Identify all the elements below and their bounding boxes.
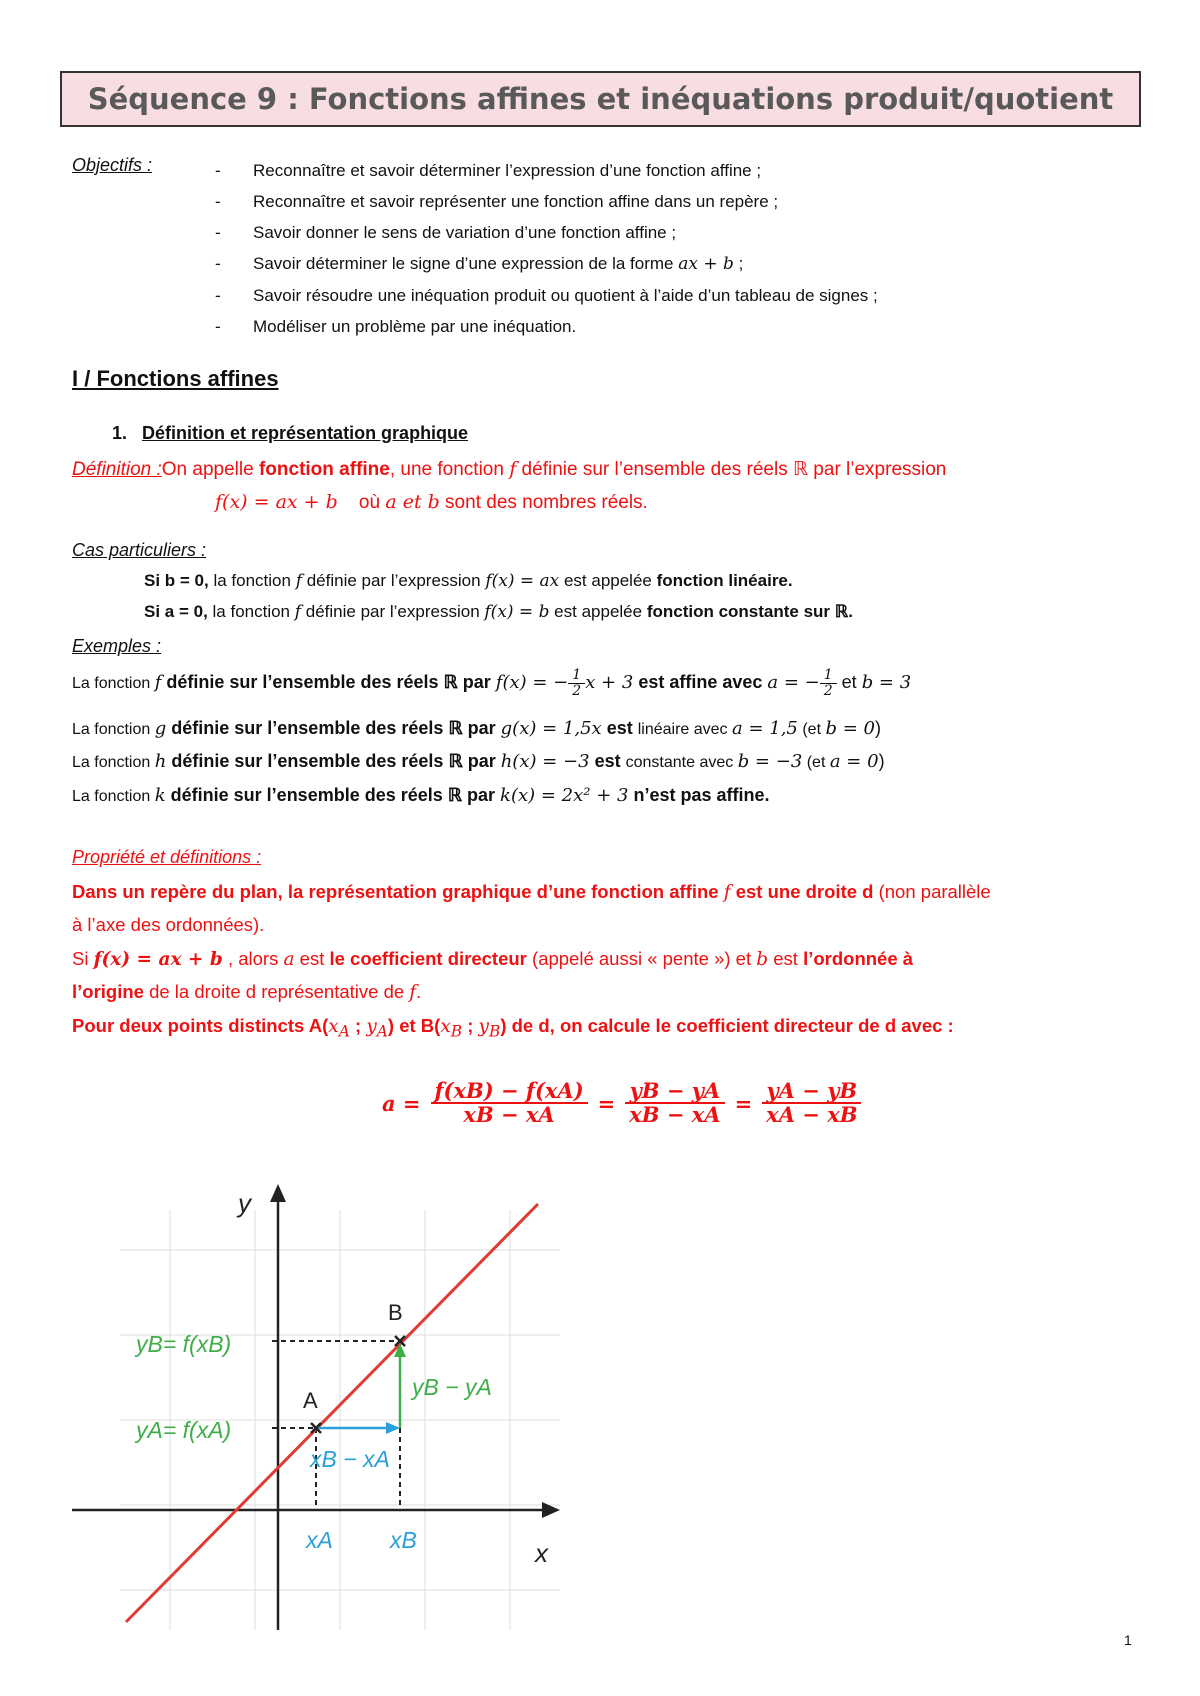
- point-a-label: A: [303, 1388, 318, 1413]
- definition-line2: f(x) = ax + b où a et b sont des nombres réels.: [215, 491, 648, 513]
- objective-item: - Reconnaître et savoir représenter une fonction affine dans un repère ;: [215, 192, 779, 211]
- affine-line: [126, 1204, 538, 1622]
- page-number: 1: [1124, 1632, 1132, 1648]
- x-axis-arrow-icon: [542, 1502, 560, 1518]
- guide-lines: [272, 1341, 400, 1510]
- xb-label: xB: [390, 1527, 417, 1553]
- dx-label: xB − xA: [310, 1446, 390, 1472]
- special-case-linear: Si b = 0, la fonction f définie par l’expression f(x) = ax est appelée fonction linéaire.: [144, 571, 793, 591]
- slope-formula: a = $\frac{f(xB) - f(xA)}{xB - xA}$ = $\frac{yB - yA}{xB - xA}$ = $\frac{yA - yB}{xA - xB}$: [382, 1080, 861, 1126]
- ya-label: yA= f(xA): [136, 1417, 232, 1443]
- example-h: La fonction h définie sur l’ensemble des réels ℝ par h(x) = −3 est constante avec b = −3 (et a = 0): [72, 751, 885, 772]
- title-box: [60, 71, 1141, 127]
- slope-graph: [60, 1170, 580, 1630]
- property-line1: Dans un repère du plan, la représentation graphique d’une fonction affine f est une droite d (non parallèle: [72, 881, 991, 903]
- y-axis-label: y: [238, 1188, 251, 1218]
- special-case-constant: Si a = 0, la fonction f définie par l’expression f(x) = b est appelée fonction constante sur ℝ.: [144, 602, 853, 622]
- objectives-list: [215, 155, 878, 342]
- property-label: Propriété et définitions :: [72, 847, 262, 867]
- example-k: La fonction k définie sur l’ensemble des réels ℝ par k(x) = 2x² + 3 n’est pas affine.: [72, 785, 770, 806]
- objectives-label: Objectifs :: [72, 155, 153, 175]
- objective-item: - Reconnaître et savoir déterminer l’expression d’une fonction affine ;: [215, 161, 762, 180]
- example-g: La fonction g définie sur l’ensemble des réels ℝ par g(x) = 1,5x est linéaire avec a = 1,5 (et b = 0): [72, 718, 881, 739]
- example-f: La fonction f définie sur l’ensemble des réels ℝ par f(x) = − $\frac{1}{2}$ x + 3 est affine avec a = − $\frac{1}{2}$ et b = 3: [72, 667, 912, 699]
- xa-label: xA: [306, 1527, 333, 1553]
- property-line3: Si f(x) = ax + b , alors a est le coefficient directeur (appelé aussi « pente ») et b est l’ordonnée à: [72, 948, 914, 970]
- y-axis-arrow-icon: [270, 1184, 286, 1202]
- definition-line1: Définition :On appelle fonction affine, une fonction f définie sur l’ensemble des réels ℝ par l’expression: [72, 458, 947, 480]
- x-axis-label: x: [535, 1538, 548, 1568]
- property-line5: Pour deux points distincts $A(x_A$ ; $y_A$) et $B(x_B$ ; $y_B$) de d, on calcule le coefficient directeur de d avec :: [72, 1015, 954, 1041]
- property-line2: à l’axe des ordonnées).: [72, 914, 265, 935]
- yb-label: yB= f(xB): [136, 1331, 232, 1357]
- subsection-heading: 1. Définition et représentation graphique: [112, 423, 469, 443]
- point-b-label: B: [388, 1300, 403, 1325]
- dx-arrow-head-icon: [386, 1422, 400, 1434]
- section-heading: I / Fonctions affines: [72, 366, 279, 391]
- page-title: Séquence 9 : Fonctions affines et inéquations produit/quotient: [87, 82, 1114, 116]
- objective-item: - Savoir résoudre une inéquation produit ou quotient à l’aide d’un tableau de signes ;: [215, 286, 878, 305]
- special-cases-label: Cas particuliers :: [72, 540, 207, 560]
- objective-item: - Savoir déterminer le signe d’une expression de la forme ax + b ;: [215, 254, 744, 274]
- dy-label: yB − yA: [412, 1374, 492, 1400]
- property-line4: l’origine de la droite d représentative de f.: [72, 981, 422, 1003]
- objective-item: - Savoir donner le sens de variation d’une fonction affine ;: [215, 223, 677, 242]
- examples-label: Exemples :: [72, 636, 162, 656]
- objective-item: - Modéliser un problème par une inéquation.: [215, 317, 577, 336]
